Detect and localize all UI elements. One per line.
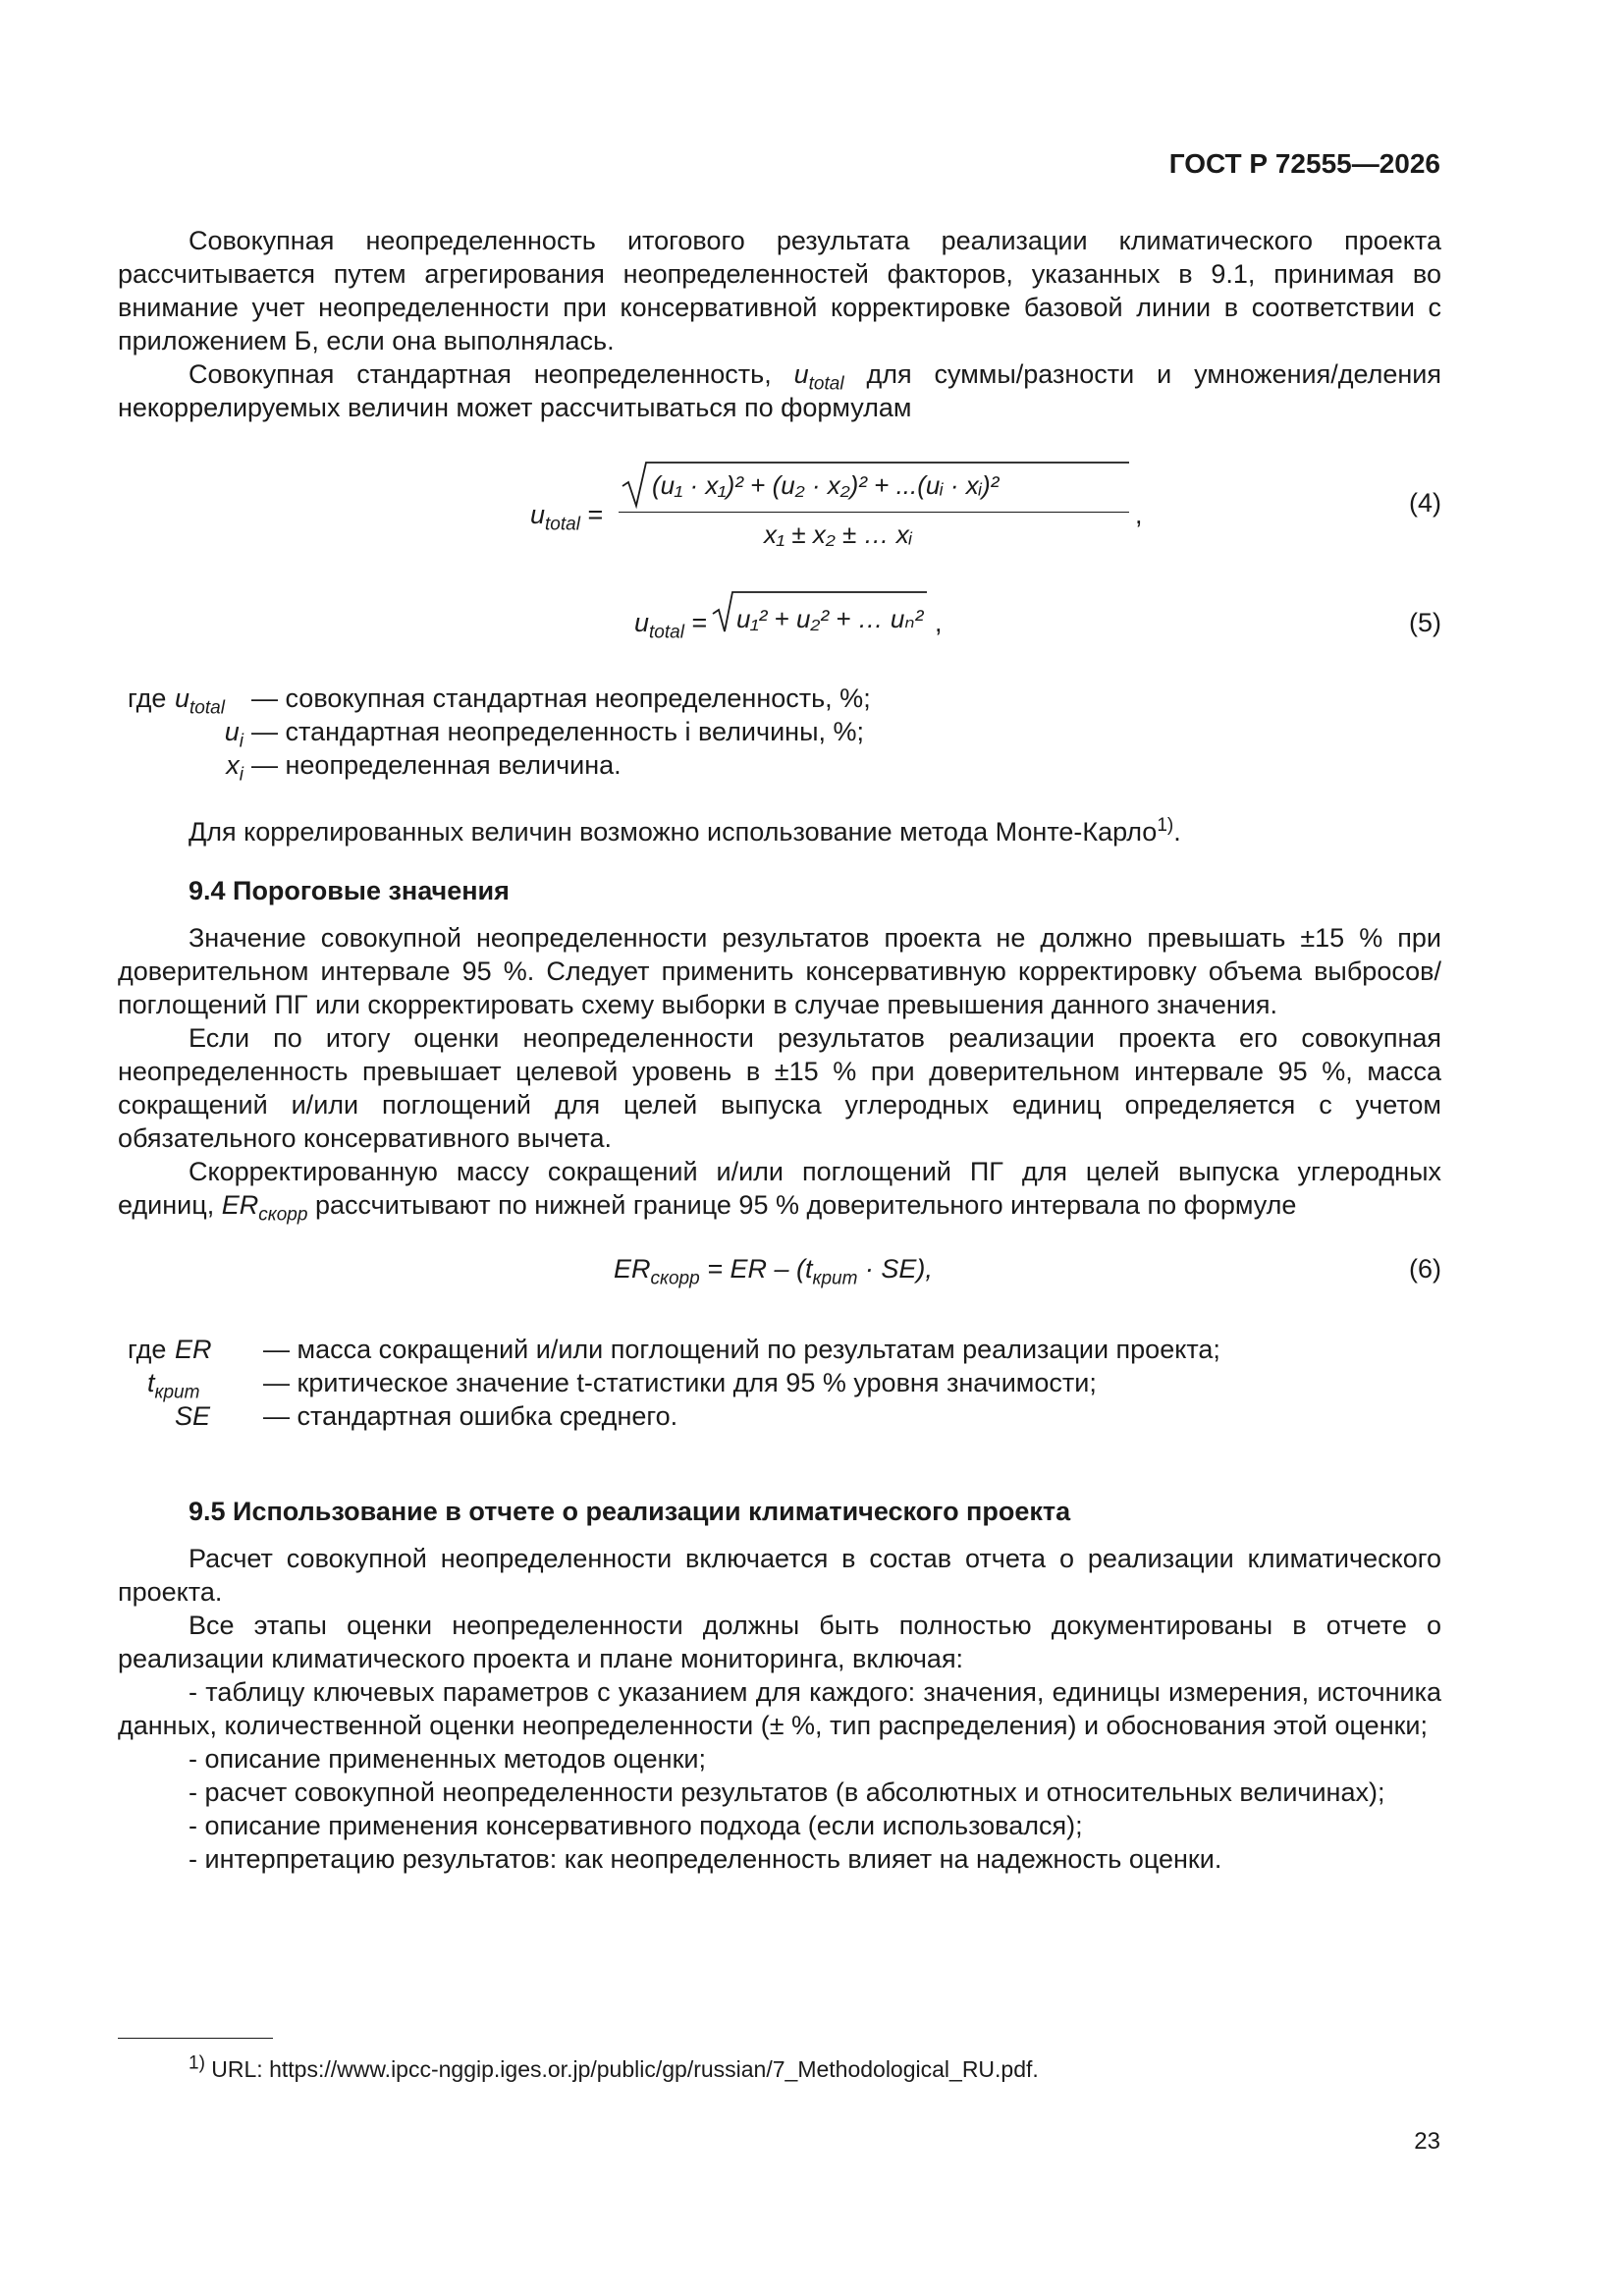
paragraph-utotal: Совокупная стандартная неопределенность, $u_{total}$ для суммы/разности и умножения/деления некоррелируемых величин может рассчитываться по формулам	[118, 359, 1441, 422]
list-item: - интерпретацию результатов: как неопределенность влияет на надежность оценки.	[189, 1844, 1222, 1874]
paragraph-exceed: Если по итогу оценки неопределенности результатов реализации проекта его совокупная неопределенность превышает целевой уровень в ±15 % при доверительном интервале 95 %, масса сокращений и/или поглощений для целей выпуска углеродных единиц определяется с учетом обязательного консервативного вычета.	[118, 1023, 1441, 1153]
footnote-divider	[118, 2038, 273, 2039]
page-number: 23	[1414, 2128, 1440, 2155]
intro-section	[118, 224, 1441, 424]
formula-5-comma: ,	[935, 608, 943, 637]
formula-4-numerator: (u₁ · x₁)² + (u₂ · x₂)² + ...(uᵢ · xᵢ)²	[652, 470, 1000, 500]
list-item: - таблицу ключевых параметров с указанием для каждого: значения, единицы измерения, источника данных, количественной оценки неопределенности (± %, тип распределения) и обоснования этой оценки;	[118, 1677, 1441, 1740]
formula-4-lhs: $u_{total}$ =	[530, 500, 604, 535]
paragraph-corrected-mass: Скорректированную массу сокращений и/или поглощений ПГ для целей выпуска углеродных единиц, $ER_{скорр}$ рассчитывают по нижней границе 95 % доверительного интервала по формуле	[118, 1157, 1441, 1226]
section-9-5	[118, 1495, 1441, 1876]
utotal-symbol: $u_{total}$	[793, 359, 844, 395]
paragraph-aggregation: Совокупная неопределенность итогового результата реализации климатического проекта рассчитывается путем агрегирования неопределенностей факторов, указанных в 9.1, принимая во внимание учет неопределенности при консервативной корректировке базовой линии в соответствии с приложением Б, если она выполнялась.	[118, 226, 1441, 355]
list-item: - расчет совокупной неопределенности результатов (в абсолютных и относительных величинах);	[189, 1777, 1385, 1807]
legend-item: $u_i$ — стандартная неопределенность i величины, %;	[224, 717, 864, 752]
formula-6-number: (6)	[1409, 1254, 1441, 1284]
formula-4	[118, 457, 1441, 555]
fraction-bar	[619, 512, 1129, 513]
monte-carlo-section	[118, 815, 1441, 848]
requirements-list	[118, 1675, 1441, 1876]
formula-4-number: (4)	[1409, 488, 1441, 518]
formula-5-lhs: $u_{total}$ =	[634, 608, 708, 643]
legend-item: $x_i$ — неопределенная величина.	[226, 750, 622, 786]
list-item: - описание примененных методов оценки;	[189, 1744, 706, 1774]
legend-item: где $u_{total}$ — совокупная стандартная неопределенность, %;	[128, 683, 871, 719]
list-item: - описание применения консервативного подхода (если использовался);	[189, 1811, 1083, 1840]
section-9-4	[118, 874, 1441, 1226]
paragraph-report: Расчет совокупной неопределенности включается в состав отчета о реализации климатического проекта.	[118, 1544, 1441, 1607]
footnote-url[interactable]: URL: https://www.ipcc-nggip.iges.or.jp/public/gp/russian/7_Methodological_RU.pdf.	[211, 2056, 1039, 2082]
formula-4-denominator: x₁ ± x₂ ± … xᵢ	[764, 519, 913, 549]
formula-6-expression: $ER_{скорр}$ = ER – $(t_{крит} \cdot SE)$,	[614, 1254, 933, 1289]
footnote-ref[interactable]: 1)	[1157, 815, 1174, 836]
legend-block-1	[128, 682, 1404, 786]
formula-5-radicand: u₁² + u₂² + … uₙ²	[736, 604, 924, 633]
paragraph-monte-carlo: Для коррелированных величин возможно использование метода Монте-Карло$^{1)}$.	[189, 815, 1181, 847]
formula-5	[118, 584, 1441, 643]
paragraph-threshold: Значение совокупной неопределенности результатов проекта не должно превышать ±15 % при доверительном интервале 95 %. Следует применить консервативную корректировку объема выбросов/поглощений ПГ или скорректировать схему выборки в случае превышения данного значения.	[118, 923, 1441, 1019]
formula-6	[118, 1252, 1441, 1291]
legend-item: SE — стандартная ошибка среднего.	[175, 1401, 678, 1431]
formula-4-fraction	[619, 457, 1129, 555]
legend-item: $t_{крит}$ — критическое значение t-статистики для 95 % уровня значимости;	[147, 1368, 1097, 1403]
legend-block-2	[128, 1333, 1424, 1433]
legend-item: где ER — масса сокращений и/или поглощений по результатам реализации проекта;	[128, 1335, 1220, 1364]
section-heading: 9.4 Пороговые значения	[189, 876, 510, 905]
footnote	[189, 2052, 1039, 2086]
formula-5-number: (5)	[1409, 608, 1441, 637]
formula-4-comma: ,	[1135, 500, 1143, 529]
section-heading: 9.5 Использование в отчете о реализации климатического проекта	[189, 1497, 1071, 1526]
document-code: ГОСТ Р 72555—2026	[1168, 148, 1440, 179]
footnote-mark: 1)	[189, 2052, 205, 2074]
paragraph-documented: Все этапы оценки неопределенности должны быть полностью документированы в отчете о реализации климатического проекта и плане мониторинга, включая:	[118, 1611, 1441, 1673]
